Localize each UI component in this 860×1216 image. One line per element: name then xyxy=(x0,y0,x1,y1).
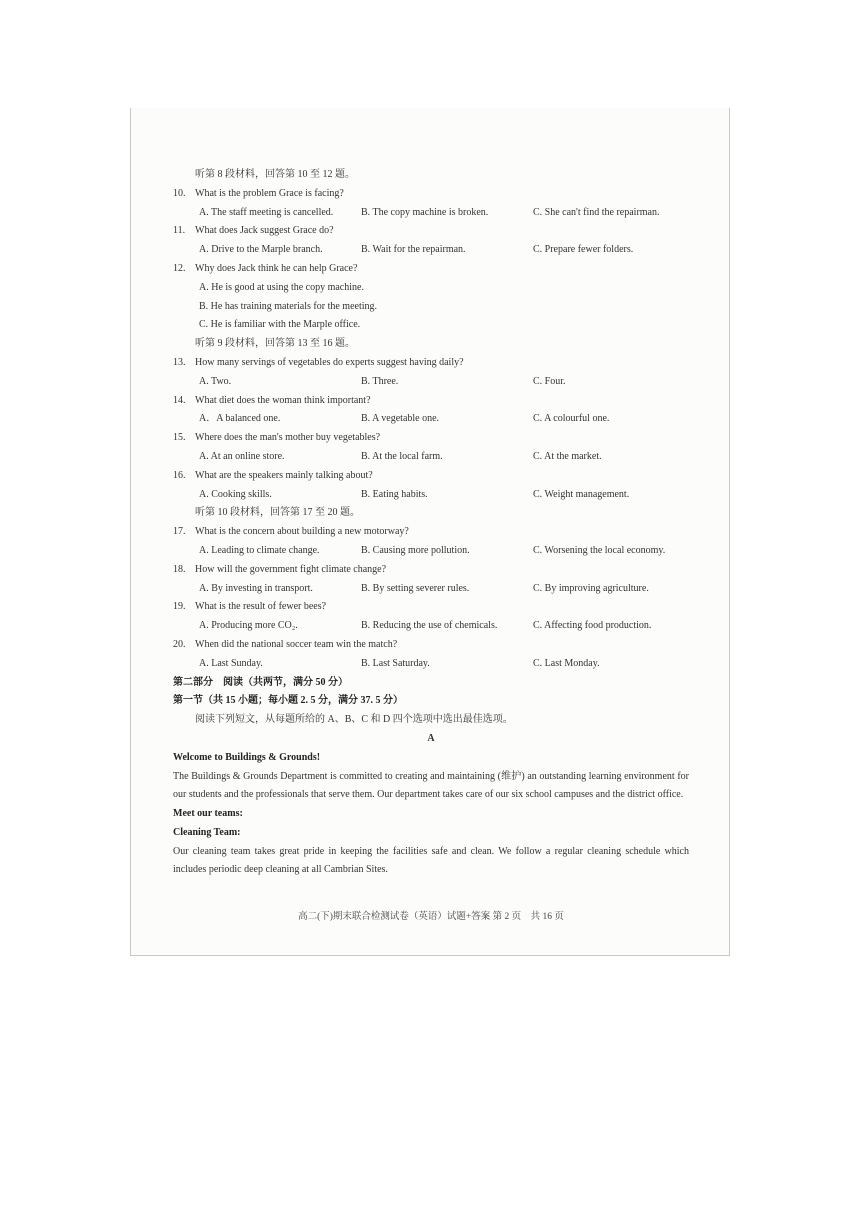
question-options xyxy=(173,204,689,223)
section-title: 第一节（共 15 小题；每小题 2. 5 分，满分 37. 5 分） xyxy=(173,695,403,707)
question-stem xyxy=(173,392,689,411)
question-stem xyxy=(173,598,689,617)
option-b: B. Causing more pollution. xyxy=(361,544,470,556)
option-a: A．A balanced one. xyxy=(199,413,281,425)
question-text: Why does Jack think he can help Grace? xyxy=(195,262,358,274)
question-stem xyxy=(173,222,689,241)
question-text: What is the concern about building a new motorway? xyxy=(195,526,409,538)
question-number: 17. xyxy=(173,526,186,538)
option-b: B. Wait for the repairman. xyxy=(361,244,466,256)
question-number: 10. xyxy=(173,187,186,199)
passage-paragraph: The Buildings & Grounds Department is committed to creating and maintaining (维护) an outstanding learning environment for our students and the professionals that serve them. Our department takes care of our six school campuses and the district office. xyxy=(173,770,689,801)
question-options xyxy=(173,542,689,561)
question-stem xyxy=(173,185,689,204)
option-c: C. A colourful one. xyxy=(533,413,610,425)
option-c: C. Four. xyxy=(533,375,566,387)
question-text: What are the speakers mainly talking about? xyxy=(195,469,373,481)
option-b: B. Last Saturday. xyxy=(361,657,430,669)
question-text: What is the result of fewer bees? xyxy=(195,601,327,613)
question-number: 13. xyxy=(173,356,186,368)
option-b: B. Reducing the use of chemicals. xyxy=(361,620,498,632)
question-number: 20. xyxy=(173,638,186,650)
option-c: C. Weight management. xyxy=(533,488,630,500)
question-options xyxy=(173,448,689,467)
option-a: A. Cooking skills. xyxy=(199,488,272,500)
passage-label: A xyxy=(427,732,435,744)
option-c: C. At the market. xyxy=(533,450,602,462)
question-options xyxy=(173,580,689,599)
option-c: C. He is familiar with the Marple office. xyxy=(199,319,361,331)
option-c: C. Prepare fewer folders. xyxy=(533,244,634,256)
question-number: 11. xyxy=(173,225,186,237)
question-number: 12. xyxy=(173,262,186,274)
reading-instruction: 阅读下列短文，从每题所给的 A、B、C 和 D 四个选项中选出最佳选项。 xyxy=(195,714,513,726)
question-stem xyxy=(173,467,689,486)
page-footer: 高二(下)期末联合检测试卷（英语）试题+答案 第 2 页 共 16 页 xyxy=(298,912,564,922)
passage-heading: Welcome to Buildings & Grounds! xyxy=(173,751,321,763)
question-text: When did the national soccer team win the match? xyxy=(195,638,398,650)
question-options xyxy=(173,241,689,260)
question-number: 14. xyxy=(173,394,186,406)
part-title: 第二部分 阅读（共两节，满分 50 分） xyxy=(173,676,348,688)
question-text: How will the government fight climate change? xyxy=(195,563,387,575)
question-text: What does Jack suggest Grace do? xyxy=(195,225,334,237)
option-c: C. By improving agriculture. xyxy=(533,582,649,594)
question-options xyxy=(173,655,689,674)
page-content xyxy=(173,166,689,880)
option-b: B. He has training materials for the meeting. xyxy=(199,300,378,312)
option-a: A. Leading to climate change. xyxy=(199,544,320,556)
question-stem xyxy=(173,260,689,279)
question-text: What is the problem Grace is facing? xyxy=(195,187,344,199)
question-options xyxy=(173,410,689,429)
option-c: C. Last Monday. xyxy=(533,657,600,669)
question-stem xyxy=(173,561,689,580)
question-stem xyxy=(173,354,689,373)
question-stem xyxy=(173,523,689,542)
passage-paragraph: Our cleaning team takes great pride in keeping the facilities safe and clean. We follow a regular cleaning schedule which includes periodic deep cleaning at all Cambrian Sites. xyxy=(173,845,689,876)
option-a: A. Drive to the Marple branch. xyxy=(199,244,323,256)
option-a: A. At an online store. xyxy=(199,450,285,462)
option-b: B. A vegetable one. xyxy=(361,413,440,425)
question-options xyxy=(173,617,689,636)
option-a: A. The staff meeting is cancelled. xyxy=(199,206,334,218)
option-b: B. By setting severer rules. xyxy=(361,582,470,594)
exam-page xyxy=(130,108,730,956)
option-b: B. Three. xyxy=(361,375,399,387)
question-number: 19. xyxy=(173,601,186,613)
section-intro: 听第 10 段材料，回答第 17 至 20 题。 xyxy=(195,507,360,519)
section-intro: 听第 9 段材料，回答第 13 至 16 题。 xyxy=(195,338,355,350)
question-stem xyxy=(173,636,689,655)
cleaning-team-heading: Cleaning Team: xyxy=(173,826,241,838)
option-a: A. Last Sunday. xyxy=(199,657,263,669)
question-text: What diet does the woman think important? xyxy=(195,394,371,406)
question-text: How many servings of vegetables do experts suggest having daily? xyxy=(195,356,464,368)
question-number: 16. xyxy=(173,469,186,481)
question-options xyxy=(173,486,689,505)
option-c: C. She can't find the repairman. xyxy=(533,206,660,218)
option-c: C. Worsening the local economy. xyxy=(533,544,666,556)
question-number: 18. xyxy=(173,563,186,575)
option-a: A. By investing in transport. xyxy=(199,582,313,594)
option-a: A. Two. xyxy=(199,375,232,387)
option-b: B. At the local farm. xyxy=(361,450,443,462)
option-b: B. The copy machine is broken. xyxy=(361,206,489,218)
question-number: 15. xyxy=(173,432,186,444)
option-a: A. He is good at using the copy machine. xyxy=(199,281,364,293)
question-stem xyxy=(173,429,689,448)
option-c: C. Affecting food production. xyxy=(533,620,652,632)
section-intro: 听第 8 段材料，回答第 10 至 12 题。 xyxy=(195,169,355,180)
question-text: Where does the man's mother buy vegetables? xyxy=(195,432,381,444)
teams-heading: Meet our teams: xyxy=(173,808,243,820)
question-options xyxy=(173,373,689,392)
option-b: B. Eating habits. xyxy=(361,488,428,500)
option-a: A. Producing more CO₂. xyxy=(199,620,298,632)
